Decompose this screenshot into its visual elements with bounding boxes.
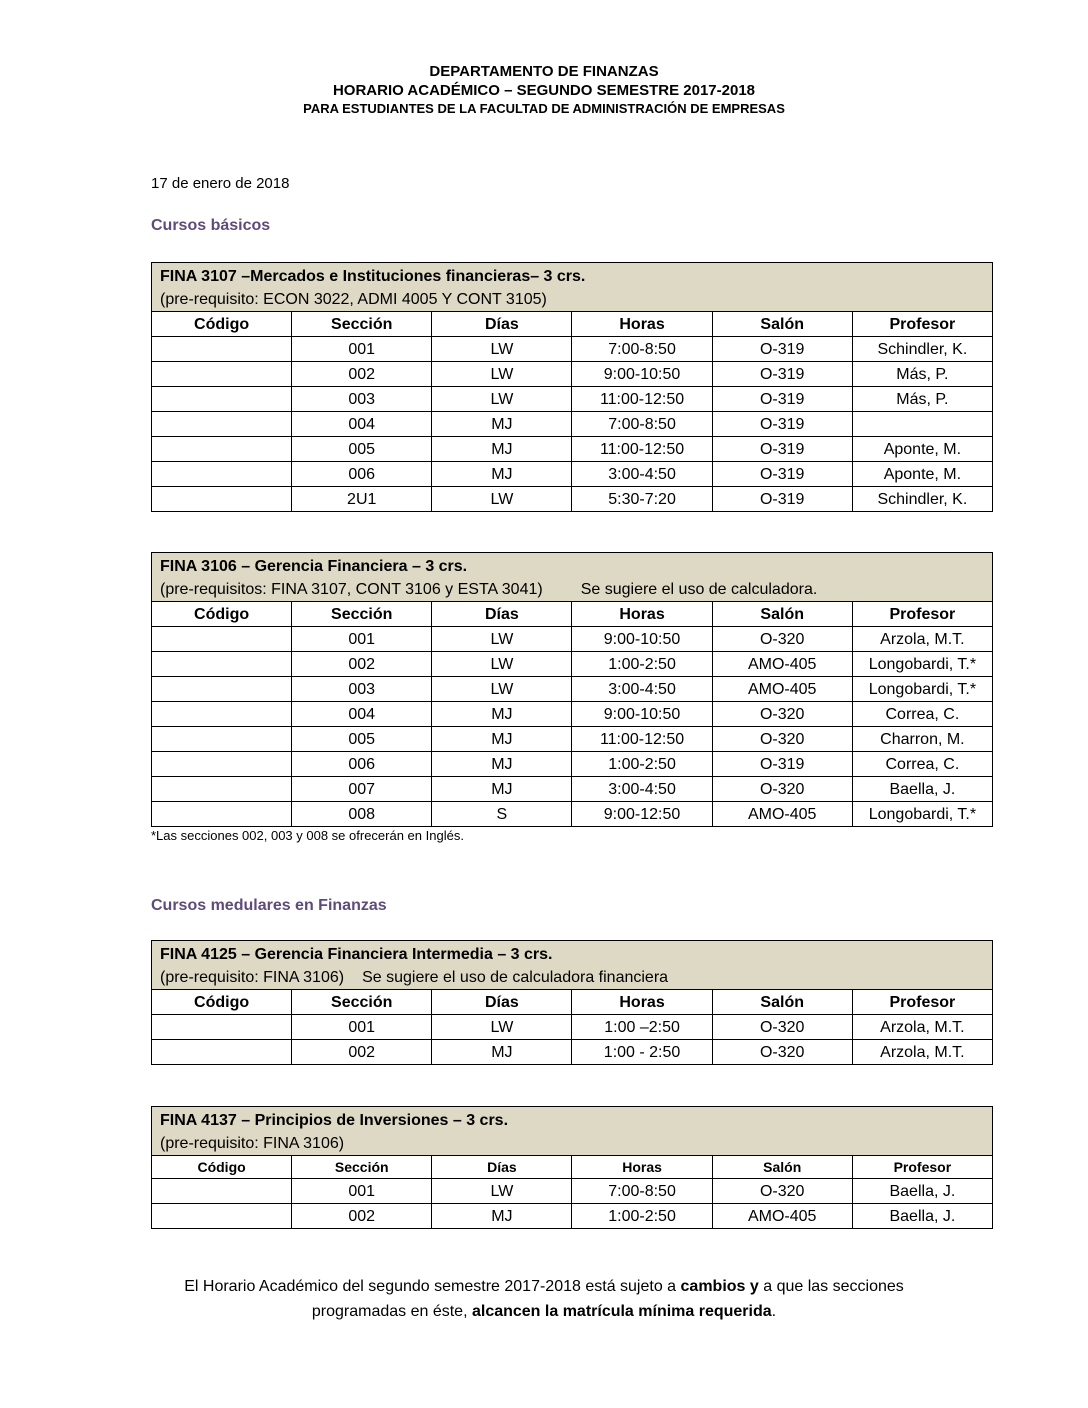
cell-salon: AMO-405 [712, 802, 852, 827]
cell-horas: 7:00-8:50 [572, 412, 712, 437]
table-row [152, 777, 993, 802]
cell-salon: O-319 [712, 487, 852, 512]
cell-seccion: 004 [292, 412, 432, 437]
column-header-salon: Salón [712, 990, 852, 1015]
cell-salon: O-319 [712, 752, 852, 777]
cell-codigo [152, 337, 292, 362]
cell-seccion: 002 [292, 1040, 432, 1065]
cell-seccion: 006 [292, 462, 432, 487]
cell-salon: AMO-405 [712, 1204, 852, 1229]
cell-profesor: Aponte, M. [852, 462, 992, 487]
cell-profesor: Charron, M. [852, 727, 992, 752]
column-header-seccion: Sección [292, 1156, 432, 1179]
cell-profesor: Arzola, M.T. [852, 1040, 992, 1065]
cell-salon: AMO-405 [712, 677, 852, 702]
cell-codigo [152, 652, 292, 677]
column-header-profesor: Profesor [852, 1156, 992, 1179]
table-row [152, 387, 993, 412]
column-header-horas: Horas [572, 990, 712, 1015]
cell-seccion: 007 [292, 777, 432, 802]
cell-seccion: 001 [292, 1015, 432, 1040]
cell-profesor: Correa, C. [852, 752, 992, 777]
table-header-row [152, 602, 993, 627]
table-row [152, 677, 993, 702]
section-heading-core: Cursos medulares en Finanzas [151, 897, 387, 914]
column-header-seccion: Sección [292, 602, 432, 627]
cell-dias: LW [432, 1015, 572, 1040]
section-heading-basic: Cursos básicos [151, 217, 271, 234]
cell-seccion: 001 [292, 1179, 432, 1204]
document-header [0, 62, 1088, 117]
cell-codigo [152, 437, 292, 462]
course-header [151, 940, 993, 989]
column-header-salon: Salón [712, 602, 852, 627]
table-row [152, 362, 993, 387]
cell-dias: MJ [432, 777, 572, 802]
column-header-horas: Horas [572, 602, 712, 627]
cell-seccion: 004 [292, 702, 432, 727]
cell-horas: 9:00-12:50 [572, 802, 712, 827]
cell-salon: O-320 [712, 1040, 852, 1065]
cell-dias: MJ [432, 437, 572, 462]
schedule-table [151, 989, 993, 1065]
cell-codigo [152, 1179, 292, 1204]
cell-codigo [152, 802, 292, 827]
cell-profesor: Baella, J. [852, 1204, 992, 1229]
table-row [152, 337, 993, 362]
cell-seccion: 003 [292, 677, 432, 702]
column-header-dias: Días [432, 990, 572, 1015]
cell-dias: MJ [432, 412, 572, 437]
cell-seccion: 008 [292, 802, 432, 827]
cell-horas: 7:00-8:50 [572, 1179, 712, 1204]
cell-horas: 9:00-10:50 [572, 627, 712, 652]
cell-profesor: Schindler, K. [852, 487, 992, 512]
cell-seccion: 006 [292, 752, 432, 777]
course-prereq: (pre-requisito: ECON 3022, ADMI 4005 Y CONT 3105) [160, 291, 547, 308]
cell-profesor: Más, P. [852, 387, 992, 412]
column-header-horas: Horas [572, 1156, 712, 1179]
cell-codigo [152, 1015, 292, 1040]
table-header-row [152, 312, 993, 337]
cell-dias: LW [432, 387, 572, 412]
cell-horas: 1:00-2:50 [572, 752, 712, 777]
course-block-fina-3106 [151, 552, 993, 827]
table-row [152, 1015, 993, 1040]
cell-horas: 1:00-2:50 [572, 1204, 712, 1229]
cell-profesor: Baella, J. [852, 1179, 992, 1204]
cell-codigo [152, 1204, 292, 1229]
cell-horas: 1:00-2:50 [572, 652, 712, 677]
cell-seccion: 001 [292, 627, 432, 652]
cell-salon: O-319 [712, 362, 852, 387]
cell-profesor: Schindler, K. [852, 337, 992, 362]
column-header-salon: Salón [712, 1156, 852, 1179]
cell-dias: MJ [432, 462, 572, 487]
cell-codigo [152, 627, 292, 652]
table-row [152, 652, 993, 677]
cell-salon: O-320 [712, 702, 852, 727]
cell-horas: 11:00-12:50 [572, 727, 712, 752]
cell-dias: LW [432, 362, 572, 387]
column-header-horas: Horas [572, 312, 712, 337]
cell-horas: 3:00-4:50 [572, 677, 712, 702]
cell-codigo [152, 727, 292, 752]
cell-dias: MJ [432, 727, 572, 752]
course-block-fina-4125 [151, 940, 993, 1065]
cell-salon: O-320 [712, 1015, 852, 1040]
table-row [152, 802, 993, 827]
cell-profesor: Aponte, M. [852, 437, 992, 462]
cell-profesor: Baella, J. [852, 777, 992, 802]
column-header-codigo: Código [152, 990, 292, 1015]
cell-seccion: 2U1 [292, 487, 432, 512]
course-block-fina-4137 [151, 1106, 993, 1229]
cell-horas: 5:30-7:20 [572, 487, 712, 512]
cell-seccion: 001 [292, 337, 432, 362]
cell-profesor [852, 412, 992, 437]
cell-profesor: Arzola, M.T. [852, 627, 992, 652]
schedule-table [151, 601, 993, 827]
footnote-english-sections: *Las secciones 002, 003 y 008 se ofrecerán en Inglés. [151, 828, 464, 843]
cell-seccion: 005 [292, 437, 432, 462]
column-header-dias: Días [432, 1156, 572, 1179]
table-row [152, 1179, 993, 1204]
cell-horas: 9:00-10:50 [572, 362, 712, 387]
cell-salon: O-320 [712, 777, 852, 802]
cell-codigo [152, 752, 292, 777]
cell-horas: 3:00-4:50 [572, 777, 712, 802]
course-prereq: (pre-requisitos: FINA 3107, CONT 3106 y ESTA 3041) Se sugiere el uso de calculadora. [160, 581, 818, 598]
cell-seccion: 005 [292, 727, 432, 752]
cell-salon: O-319 [712, 437, 852, 462]
footer-disclaimer [0, 1274, 1088, 1324]
footer-line-2: programadas en éste, alcancen la matrícula mínima requerida. [311, 1303, 777, 1320]
cell-profesor: Más, P. [852, 362, 992, 387]
cell-profesor: Longobardi, T.* [852, 652, 992, 677]
cell-dias: LW [432, 337, 572, 362]
cell-salon: AMO-405 [712, 652, 852, 677]
cell-dias: LW [432, 677, 572, 702]
column-header-codigo: Código [152, 602, 292, 627]
cell-dias: LW [432, 487, 572, 512]
column-header-dias: Días [432, 602, 572, 627]
cell-horas: 9:00-10:50 [572, 702, 712, 727]
cell-codigo [152, 1040, 292, 1065]
course-title: FINA 4125 – Gerencia Financiera Intermedia – 3 crs. [160, 946, 553, 963]
table-row [152, 437, 993, 462]
cell-codigo [152, 362, 292, 387]
cell-salon: O-319 [712, 462, 852, 487]
cell-salon: O-320 [712, 1179, 852, 1204]
schedule-title: HORARIO ACADÉMICO – SEGUNDO SEMESTRE 2017-2018 [332, 82, 756, 99]
cell-dias: S [432, 802, 572, 827]
cell-codigo [152, 412, 292, 437]
table-row [152, 412, 993, 437]
cell-salon: O-319 [712, 337, 852, 362]
cell-dias: LW [432, 1179, 572, 1204]
course-prereq: (pre-requisito: FINA 3106) [160, 1135, 345, 1152]
column-header-profesor: Profesor [852, 312, 992, 337]
footer-line-1: El Horario Académico del segundo semestre 2017-2018 está sujeto a cambios y a que las secciones [184, 1278, 904, 1295]
course-note: Se sugiere el uso de calculadora. [580, 581, 818, 598]
course-header [151, 1106, 993, 1155]
cell-dias: MJ [432, 1040, 572, 1065]
schedule-table [151, 1155, 993, 1229]
column-header-profesor: Profesor [852, 602, 992, 627]
course-title: FINA 4137 – Principios de Inversiones – 3 crs. [160, 1112, 509, 1129]
cell-horas: 11:00-12:50 [572, 387, 712, 412]
cell-dias: LW [432, 627, 572, 652]
column-header-codigo: Código [152, 1156, 292, 1179]
cell-codigo [152, 702, 292, 727]
cell-codigo [152, 777, 292, 802]
cell-dias: LW [432, 652, 572, 677]
course-header [151, 262, 993, 311]
course-header [151, 552, 993, 601]
table-header-row [152, 990, 993, 1015]
course-block-fina-3107 [151, 262, 993, 512]
cell-seccion: 002 [292, 362, 432, 387]
cell-salon: O-319 [712, 412, 852, 437]
cell-horas: 7:00-8:50 [572, 337, 712, 362]
cell-horas: 11:00-12:50 [572, 437, 712, 462]
cell-salon: O-320 [712, 727, 852, 752]
cell-salon: O-319 [712, 387, 852, 412]
cell-profesor: Correa, C. [852, 702, 992, 727]
column-header-codigo: Código [152, 312, 292, 337]
cell-profesor: Arzola, M.T. [852, 1015, 992, 1040]
table-row [152, 702, 993, 727]
cell-profesor: Longobardi, T.* [852, 802, 992, 827]
course-prereq: (pre-requisito: FINA 3106) Se sugiere el uso de calculadora financiera [160, 969, 669, 986]
cell-profesor: Longobardi, T.* [852, 677, 992, 702]
document-date: 17 de enero de 2018 [151, 175, 290, 192]
column-header-profesor: Profesor [852, 990, 992, 1015]
course-title: FINA 3107 –Mercados e Instituciones financieras– 3 crs. [160, 268, 586, 285]
cell-dias: MJ [432, 702, 572, 727]
cell-seccion: 002 [292, 652, 432, 677]
cell-seccion: 003 [292, 387, 432, 412]
column-header-seccion: Sección [292, 312, 432, 337]
column-header-salon: Salón [712, 312, 852, 337]
cell-codigo [152, 677, 292, 702]
table-row [152, 752, 993, 777]
table-row [152, 462, 993, 487]
cell-dias: MJ [432, 752, 572, 777]
cell-codigo [152, 462, 292, 487]
cell-salon: O-320 [712, 627, 852, 652]
cell-dias: MJ [432, 1204, 572, 1229]
course-note: Se sugiere el uso de calculadora financiera [362, 969, 669, 986]
table-row [152, 627, 993, 652]
table-header-row [152, 1156, 993, 1179]
column-header-seccion: Sección [292, 990, 432, 1015]
cell-horas: 3:00-4:50 [572, 462, 712, 487]
cell-seccion: 002 [292, 1204, 432, 1229]
cell-horas: 1:00 - 2:50 [572, 1040, 712, 1065]
cell-codigo [152, 387, 292, 412]
schedule-table [151, 311, 993, 512]
table-row [152, 487, 993, 512]
cell-codigo [152, 487, 292, 512]
department-title: DEPARTAMENTO DE FINANZAS [429, 63, 659, 80]
course-title: FINA 3106 – Gerencia Financiera – 3 crs. [160, 558, 468, 575]
cell-horas: 1:00 –2:50 [572, 1015, 712, 1040]
audience-subtitle: PARA ESTUDIANTES DE LA FACULTAD DE ADMINISTRACIÓN DE EMPRESAS [303, 101, 785, 116]
table-row [152, 727, 993, 752]
table-row [152, 1204, 993, 1229]
table-row [152, 1040, 993, 1065]
column-header-dias: Días [432, 312, 572, 337]
